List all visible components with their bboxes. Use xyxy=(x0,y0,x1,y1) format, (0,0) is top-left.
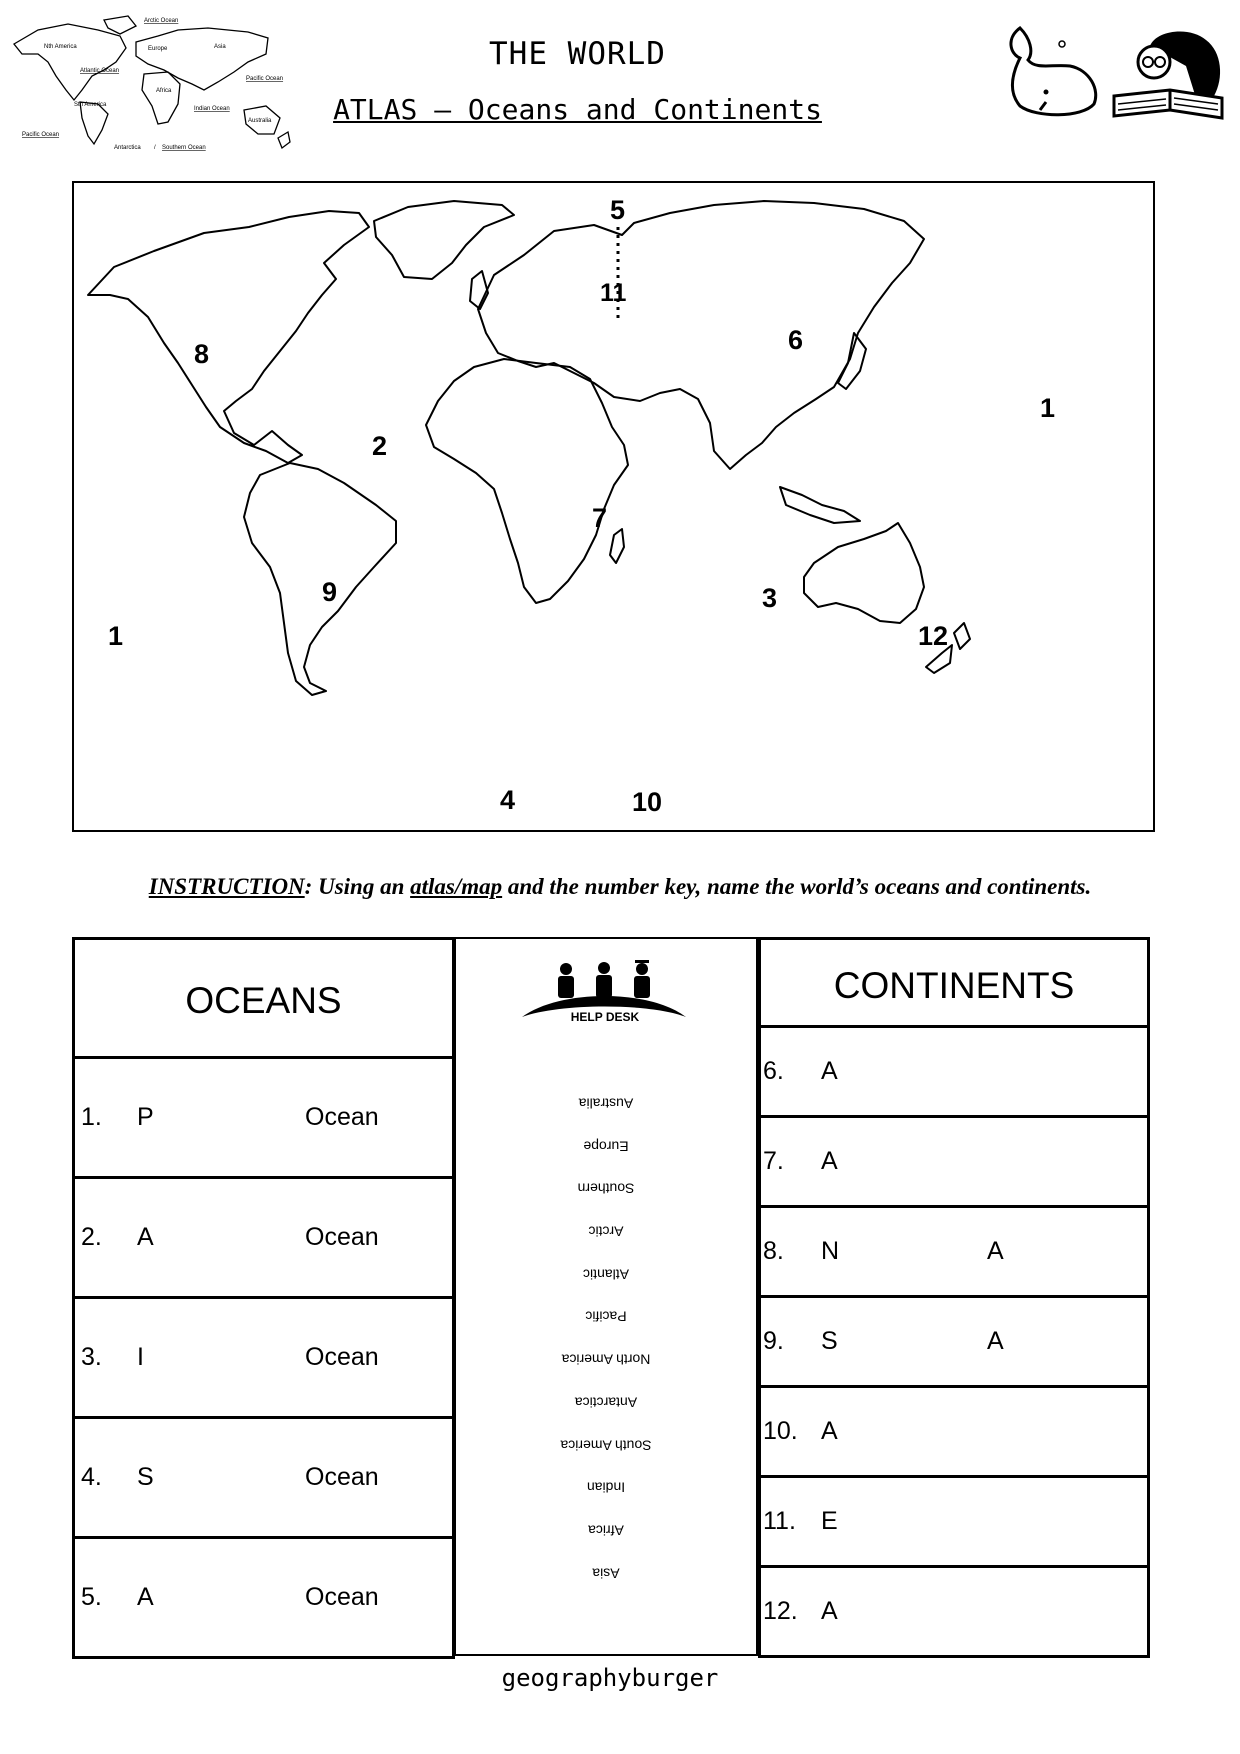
ocean-row-letter: A xyxy=(137,1583,154,1611)
map-number-10: 10 xyxy=(632,787,663,817)
continent-row-letter2: A xyxy=(987,1237,1004,1265)
oceans-heading: OCEANS xyxy=(185,980,342,1021)
continent-row-letter: A xyxy=(821,1147,838,1175)
australia-outline xyxy=(804,523,924,623)
ocean-row-word: Ocean xyxy=(305,1103,379,1131)
continents-heading: CONTINENTS xyxy=(833,965,1075,1006)
help-word: Pacific xyxy=(585,1309,627,1326)
help-word: North America xyxy=(561,1351,651,1368)
help-desk-logo xyxy=(520,959,690,1027)
north-america-outline xyxy=(88,211,369,463)
map-number-8: 8 xyxy=(194,339,210,369)
south-america-outline xyxy=(244,463,396,695)
help-desk-panel xyxy=(454,937,758,1656)
oceans-header xyxy=(72,937,455,1059)
ocean-row-number: 1. xyxy=(81,1103,102,1131)
map-number-7: 7 xyxy=(592,503,608,533)
help-word: Southern xyxy=(577,1181,635,1198)
map-number-5: 5 xyxy=(610,195,626,225)
mini-label-pacific-west: Pacific Ocean xyxy=(22,132,60,138)
ocean-row-number: 5. xyxy=(81,1583,102,1611)
map-number-9: 9 xyxy=(322,577,338,607)
help-word: Antarctica xyxy=(574,1394,638,1411)
continent-row-number: 10. xyxy=(763,1417,798,1445)
ocean-row[interactable] xyxy=(72,1299,455,1419)
mini-label-sth-america: Sth America xyxy=(74,102,107,108)
map-number-12: 12 xyxy=(918,621,949,651)
continent-row-number: 8. xyxy=(763,1237,784,1265)
continent-row-number: 9. xyxy=(763,1327,784,1355)
ocean-row[interactable] xyxy=(72,1059,455,1179)
mini-label-nth-america: Nth America xyxy=(44,44,77,50)
japan-outline xyxy=(838,333,866,389)
mini-label-indian: Indian Ocean xyxy=(194,106,230,112)
continent-row-letter: A xyxy=(821,1597,838,1625)
map-number-1-east: 1 xyxy=(1040,393,1056,423)
mini-label-southern: Southern Ocean xyxy=(162,145,206,151)
world-map xyxy=(72,181,1155,832)
continent-row[interactable] xyxy=(758,1388,1150,1478)
instruction-link: atlas/map xyxy=(410,874,503,899)
continent-row-number: 11. xyxy=(763,1507,796,1535)
continent-row-number: 6. xyxy=(763,1057,784,1085)
instruction-text xyxy=(0,874,1240,900)
ocean-row-number: 4. xyxy=(81,1463,102,1491)
mini-label-arctic: Arctic Ocean xyxy=(144,18,179,24)
britain-outline xyxy=(470,271,488,309)
new-zealand-outline xyxy=(954,623,970,649)
continents-header xyxy=(758,937,1150,1028)
continent-row-letter: A xyxy=(821,1417,838,1445)
ocean-row-word: Ocean xyxy=(305,1583,379,1611)
map-number-1-west: 1 xyxy=(108,621,124,651)
ocean-row-letter: P xyxy=(137,1103,154,1131)
map-number-6: 6 xyxy=(788,325,804,355)
help-word: South America xyxy=(560,1437,652,1454)
continent-row[interactable] xyxy=(758,1118,1150,1208)
africa-outline xyxy=(426,359,628,603)
ocean-row-letter: I xyxy=(137,1343,144,1371)
mini-label-slash: / xyxy=(154,145,156,151)
continent-row[interactable] xyxy=(758,1478,1150,1568)
continent-row-number: 12. xyxy=(763,1597,798,1625)
page-subtitle: ATLAS – Oceans and Continents xyxy=(333,93,822,126)
mini-label-asia: Asia xyxy=(214,44,226,50)
help-word: Australia xyxy=(578,1095,634,1112)
continent-row[interactable] xyxy=(758,1298,1150,1388)
continent-row[interactable] xyxy=(758,1208,1150,1298)
continent-row-letter: E xyxy=(821,1507,838,1535)
page-title: THE WORLD xyxy=(489,36,666,72)
whale-illustration xyxy=(1000,24,1100,120)
help-word: Indian xyxy=(586,1479,626,1496)
reader-illustration xyxy=(1110,26,1230,122)
help-desk-word-list xyxy=(456,1082,756,1594)
help-word: Atlantic xyxy=(583,1266,629,1283)
continent-row[interactable] xyxy=(758,1028,1150,1118)
help-word: Africa xyxy=(588,1522,624,1539)
ocean-row-word: Ocean xyxy=(305,1223,379,1251)
ocean-row-number: 2. xyxy=(81,1223,102,1251)
ocean-row-letter: S xyxy=(137,1463,154,1491)
eurasia-outline xyxy=(478,201,924,469)
continent-row-letter2: A xyxy=(987,1327,1004,1355)
instruction-part1: : Using an xyxy=(304,874,411,899)
help-word: Europe xyxy=(583,1138,629,1155)
map-number-2: 2 xyxy=(372,431,388,461)
mini-label-atlantic: Atlantic Ocean xyxy=(80,68,120,74)
continent-row-letter: A xyxy=(821,1057,838,1085)
continent-row-number: 7. xyxy=(763,1147,784,1175)
mini-label-europe: Europe xyxy=(148,46,168,52)
mini-world-map xyxy=(8,10,308,160)
continent-row-letter: N xyxy=(821,1237,840,1265)
help-word: Asia xyxy=(592,1565,620,1582)
ocean-row-word: Ocean xyxy=(305,1343,379,1371)
ocean-row[interactable] xyxy=(72,1539,455,1659)
continent-row-letter: S xyxy=(821,1327,838,1355)
help-word: Arctic xyxy=(588,1223,624,1240)
continent-row[interactable] xyxy=(758,1568,1150,1658)
map-number-3: 3 xyxy=(762,583,778,613)
ocean-row-letter: A xyxy=(137,1223,154,1251)
mini-label-africa: Africa xyxy=(156,88,172,94)
instruction-part2: and the number key, name the world’s oceans and continents. xyxy=(502,874,1092,899)
ocean-row[interactable] xyxy=(72,1179,455,1299)
ocean-row-number: 3. xyxy=(81,1343,102,1371)
ocean-row[interactable] xyxy=(72,1419,455,1539)
madagascar-outline xyxy=(610,529,624,563)
mini-label-pacific-east: Pacific Ocean xyxy=(246,76,284,82)
map-number-11: 11 xyxy=(600,279,627,307)
mini-label-australia: Australia xyxy=(248,118,272,124)
indonesia-outline xyxy=(780,487,860,523)
help-desk-logo-text: HELP DESK xyxy=(570,1010,640,1024)
mini-label-antarctica: Antarctica xyxy=(114,145,141,151)
map-number-4: 4 xyxy=(500,785,516,815)
instruction-lead: INSTRUCTION xyxy=(148,874,305,899)
footer-credit: geographyburger xyxy=(501,1664,719,1692)
greenland-outline xyxy=(374,201,514,279)
ocean-row-word: Ocean xyxy=(305,1463,379,1491)
